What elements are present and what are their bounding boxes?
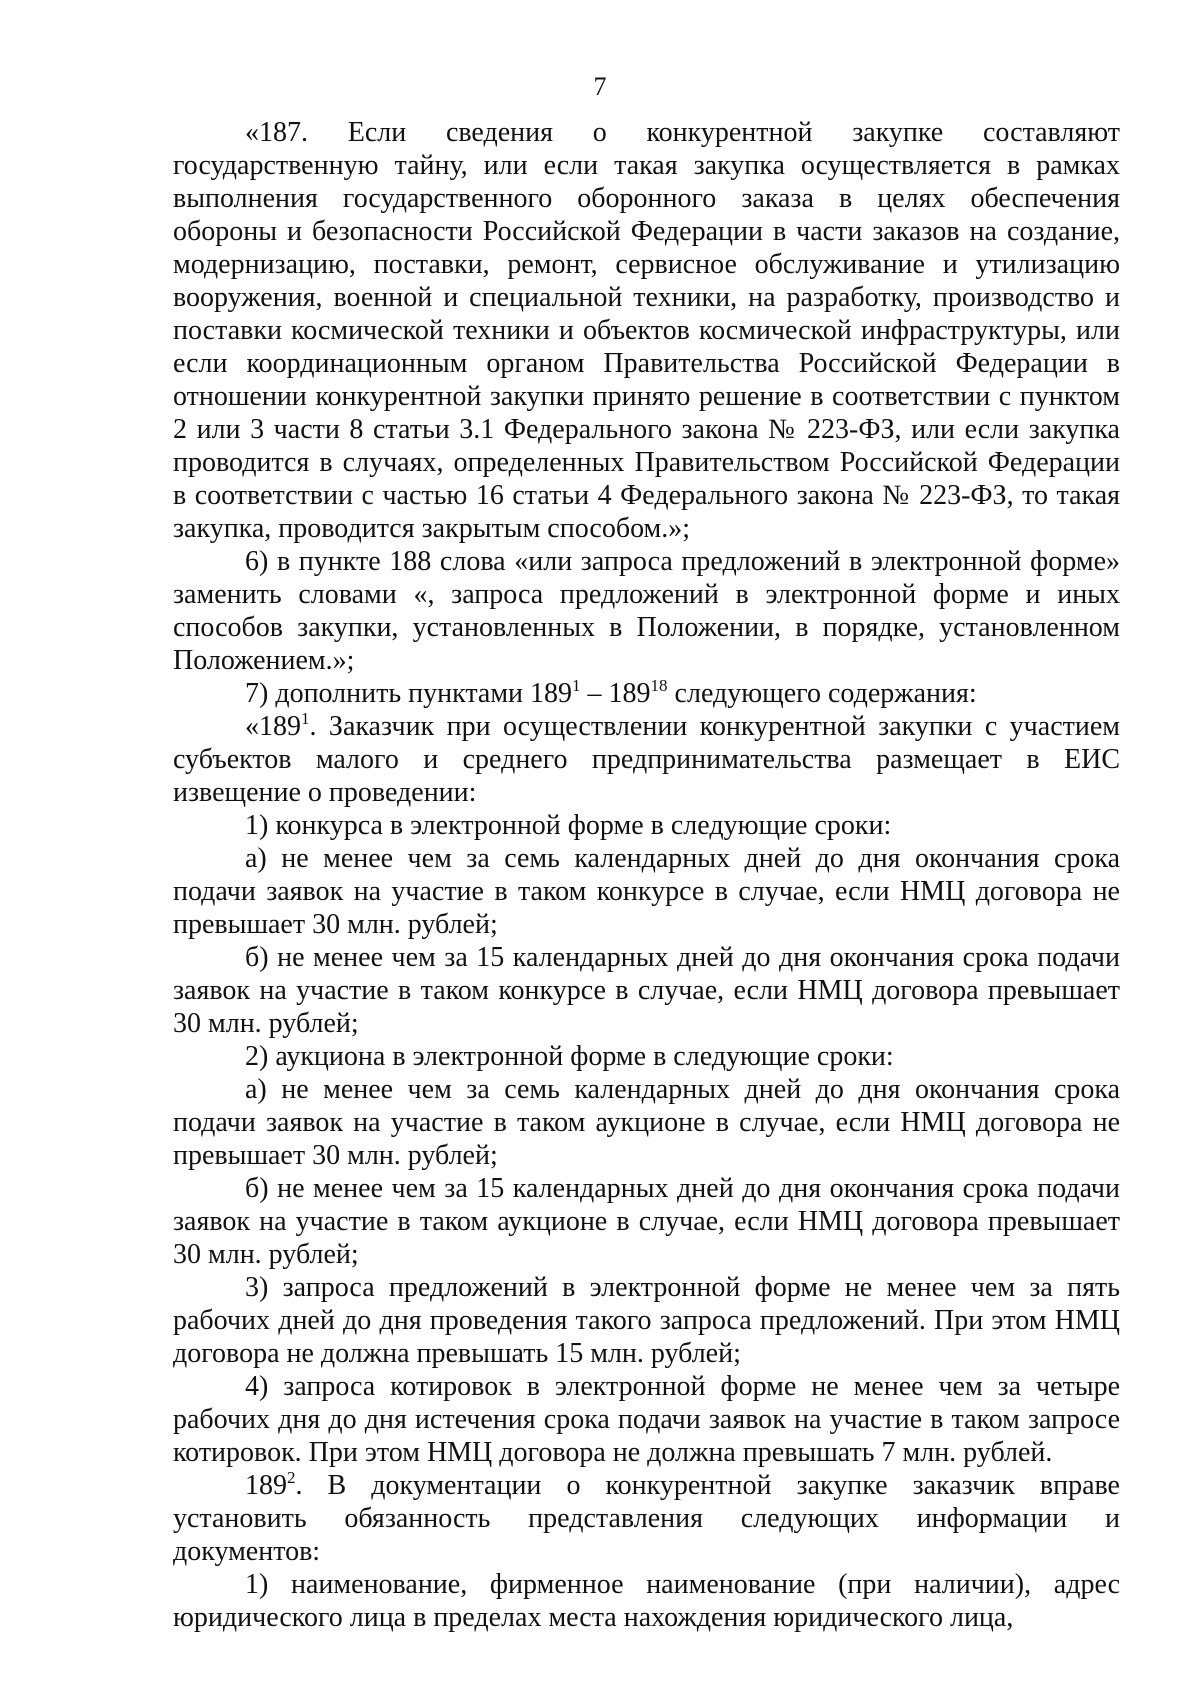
paragraph-subitem-1: 1) конкурса в электронной форме в следующие сроки: xyxy=(245,810,892,841)
paragraph-subitem-1a: а) не менее чем за семь календарных дней до дня окончания срока подачи заявок на участие в таком конкурсе в случае, если НМЦ договора не превышает 30 млн. рублей; xyxy=(173,843,1120,940)
text-run: . В документации о конкурентной закупке заказчик вправе установить обязанность представления следующих информации и документов: xyxy=(173,1470,1120,1567)
paragraph-subitem-2b: б) не менее чем за 15 календарных дней до дня окончания срока подачи заявок на участие в таком аукционе в случае, если НМЦ договора превышает 30 млн. рублей; xyxy=(173,1173,1120,1270)
text-run: . Заказчик при осуществлении конкурентной закупки с участием субъектов малого и среднего предпринимательства размещает в ЕИС извещение о проведении: xyxy=(173,711,1120,808)
paragraph-subitem-2: 2) аукциона в электронной форме в следующие сроки: xyxy=(245,1041,894,1072)
text-run: «189 xyxy=(245,711,301,742)
paragraph-item-7 xyxy=(173,677,1120,710)
text-run: – 189 xyxy=(580,678,651,709)
paragraph-189-2 xyxy=(173,1469,1120,1568)
superscript: 18 xyxy=(650,676,668,695)
superscript: 1 xyxy=(301,709,310,728)
page-number: 7 xyxy=(593,72,607,101)
document-body xyxy=(173,116,1120,1634)
superscript: 1 xyxy=(572,676,581,695)
paragraph-subitem-1b: б) не менее чем за 15 календарных дней до дня окончания срока подачи заявок на участие в таком конкурсе в случае, если НМЦ договора превышает 30 млн. рублей; xyxy=(173,942,1120,1039)
text-run: 7) дополнить пунктами 189 xyxy=(245,678,573,709)
superscript: 2 xyxy=(287,1468,296,1487)
text-run: 189 xyxy=(245,1470,287,1501)
paragraph-subitem-3: 3) запроса предложений в электронной форме не менее чем за пять рабочих дней до дня проведения такого запроса предложений. При этом НМЦ договора не должна превышать 15 млн. рублей; xyxy=(173,1272,1120,1369)
paragraph-189-2-item-1: 1) наименование, фирменное наименование (при наличии), адрес юридического лица в пределах места нахождения юридического лица, xyxy=(173,1569,1120,1633)
paragraph-subitem-4: 4) запроса котировок в электронной форме не менее чем за четыре рабочих дня до дня истечения срока подачи заявок на участие в таком запросе котировок. При этом НМЦ договора не должна превышать 7 млн. рублей. xyxy=(173,1371,1120,1468)
paragraph-subitem-2a: а) не менее чем за семь календарных дней до дня окончания срока подачи заявок на участие в таком аукционе в случае, если НМЦ договора не превышает 30 млн. рублей; xyxy=(173,1074,1120,1171)
paragraph-189-1 xyxy=(173,710,1120,809)
paragraph-187: «187. Если сведения о конкурентной закупке составляют государственную тайну, или если такая закупка осуществляется в рамках выполнения государственного оборонного заказа в целях обеспечения обороны и безопасности Российской Федерации в части заказов на создание, модернизацию, поставки, ремонт, сервисное обслуживание и утилизацию вооружения, военной и специальной техники, на разработку, производство и поставки космической техники и объектов космической инфраструктуры, или если координационным органом Правительства Российской Федерации в отношении конкурентной закупки принято решение в соответствии с пунктом 2 или 3 части 8 статьи 3.1 Федерального закона № 223-ФЗ, или если закупка проводится в случаях, определенных Правительством Российской Федерации в соответствии с частью 16 статьи 4 Федерального закона № 223-ФЗ, то такая закупка, проводится закрытым способом.»; xyxy=(173,117,1120,544)
paragraph-item-6: 6) в пункте 188 слова «или запроса предложений в электронной форме» заменить словами «, запроса предложений в электронной форме и иных способов закупки, установленных в Положении, в порядке, установленном Положением.»; xyxy=(173,546,1120,676)
text-run: следующего содержания: xyxy=(667,678,977,709)
